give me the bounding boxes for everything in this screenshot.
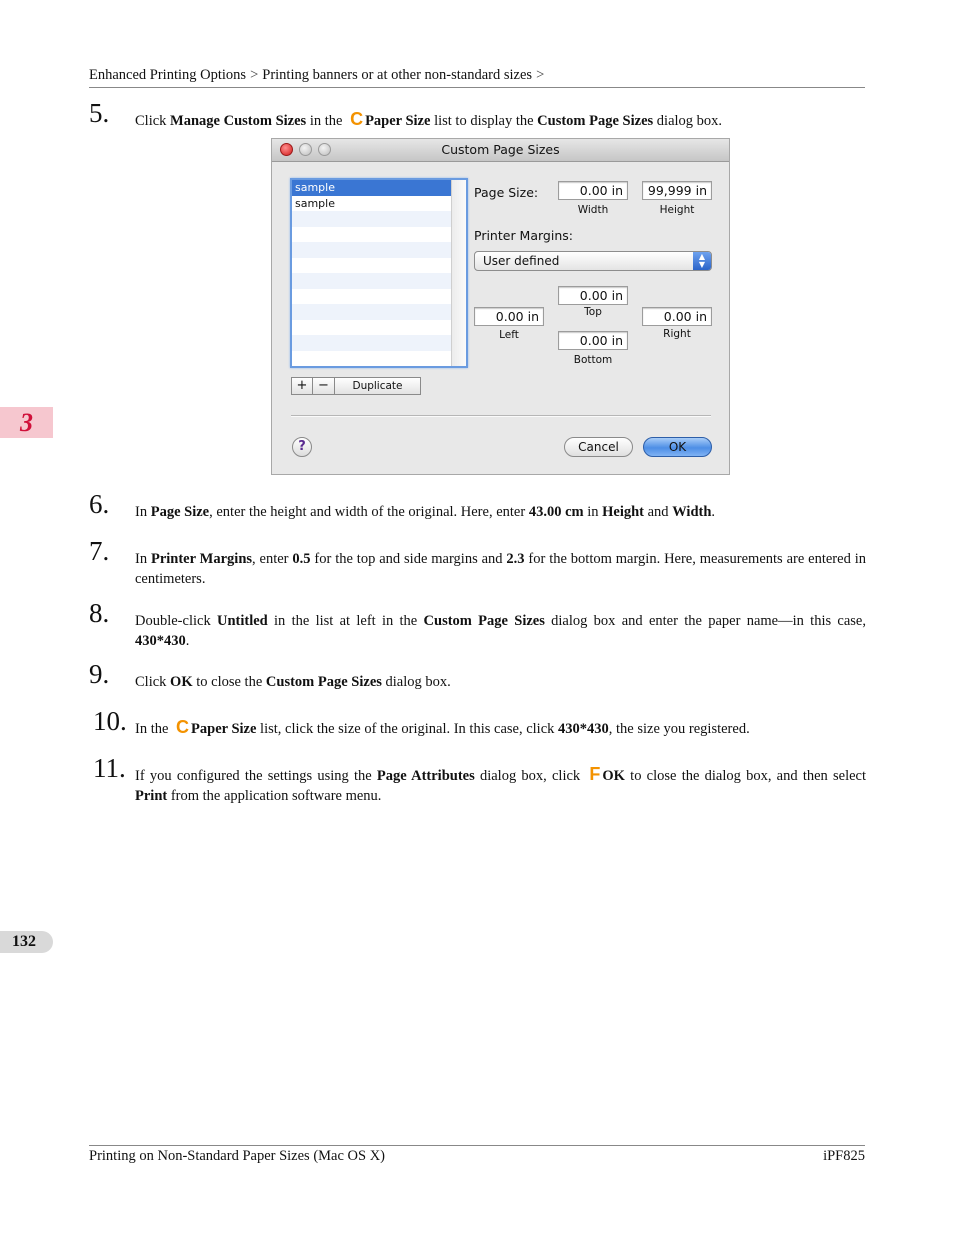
c-marker-icon: C [176,717,190,737]
step-number: 10. [93,706,127,736]
chapter-tab: 3 [0,407,53,438]
height-field[interactable]: 99,999 in [642,181,712,200]
list-edit-buttons [291,377,421,395]
cancel-button[interactable]: Cancel [564,437,633,457]
top-margin-field[interactable]: 0.00 in [558,286,628,305]
list-empty-row [292,227,452,243]
list-empty-row [292,335,452,351]
list-empty-row [292,211,452,227]
list-empty-row [292,258,452,274]
list-empty-row [292,304,452,320]
list-item[interactable]: sample [292,180,452,196]
footer-model: iPF825 [823,1148,865,1164]
remove-size-button[interactable]: − [313,377,335,395]
left-margin-field[interactable]: 0.00 in [474,307,544,326]
breadcrumb-separator: > [250,67,259,83]
step-number: 6. [89,489,110,519]
bottom-margin-field[interactable]: 0.00 in [558,331,628,350]
ok-button[interactable]: OK [643,437,712,457]
list-empty-row [292,273,452,289]
width-label: Width [577,204,609,216]
add-size-button[interactable]: + [291,377,313,395]
step-text: If you configured the settings using the Page Attributes dialog box, click F OK to close the dialog box, and then select Print from the application software menu. [135,764,867,804]
breadcrumb [89,67,865,88]
dialog-separator [291,415,711,417]
step-8 [89,598,866,651]
step-9 [89,659,866,693]
step-7 [89,536,866,589]
margins-popup-value: User defined [483,254,560,268]
step-number: 5. [89,98,110,128]
page-size-label: Page Size: [474,185,539,200]
top-margin-label: Top [584,306,602,318]
margins-popup[interactable] [474,251,712,271]
right-margin-field[interactable]: 0.00 in [642,307,712,326]
step-5 [89,98,866,132]
page-footer [89,1145,865,1165]
step-11 [89,753,867,806]
step-text: Click OK to close the Custom Page Sizes dialog box. [135,674,451,690]
list-empty-row [292,320,452,336]
step-text: In Page Size, enter the height and width of the original. Here, enter 43.00 cm in Height and Width. [135,504,716,520]
step-text: Double-click Untitled in the list at left in the Custom Page Sizes dialog box and enter the paper name—in this case, 430*430. [135,613,866,649]
list-empty-row [292,242,452,258]
step-6 [89,489,866,523]
height-label: Height [659,204,695,216]
c-marker-icon: C [350,109,364,129]
width-field[interactable]: 0.00 in [558,181,628,200]
step-number: 9. [89,659,110,689]
step-10 [89,706,866,740]
bottom-margin-label: Bottom [573,354,613,366]
printer-margins-label: Printer Margins: [474,228,573,243]
dialog-title: Custom Page Sizes [441,142,560,157]
left-margin-label: Left [499,329,519,341]
list-empty-row [292,351,452,367]
updown-arrows-icon: ▲ ▼ [693,252,711,270]
step-number: 8. [89,598,110,628]
duplicate-button[interactable]: Duplicate [335,377,421,395]
custom-sizes-list[interactable] [290,178,468,368]
step-text: In the C Paper Size list, click the size of the original. In this case, click 430*430, the size you registered. [135,717,750,737]
footer-title: Printing on Non-Standard Paper Sizes (Mac OS X) [89,1148,385,1164]
page-number: 132 [0,931,53,953]
list-empty-row [292,289,452,305]
list-rows [292,180,452,366]
right-margin-label: Right [663,328,691,340]
breadcrumb-item: Printing banners or at other non-standard sizes [262,67,533,83]
custom-page-sizes-dialog [271,138,730,475]
step-text: In Printer Margins, enter 0.5 for the top and side margins and 2.3 for the bottom margin. Here, measurements are entered in centimeters. [135,551,866,587]
breadcrumb-item: Enhanced Printing Options [89,67,247,83]
list-scrollbar[interactable] [451,180,466,366]
help-button[interactable]: ? [292,437,312,457]
step-text: Click Manage Custom Sizes in the C Paper Size list to display the Custom Page Sizes dialog box. [135,109,723,129]
dialog-titlebar [272,139,729,162]
breadcrumb-separator: > [536,67,545,83]
f-marker-icon: F [589,764,601,784]
step-number: 7. [89,536,110,566]
step-number: 11. [93,753,126,783]
list-item[interactable]: sample [295,196,335,210]
